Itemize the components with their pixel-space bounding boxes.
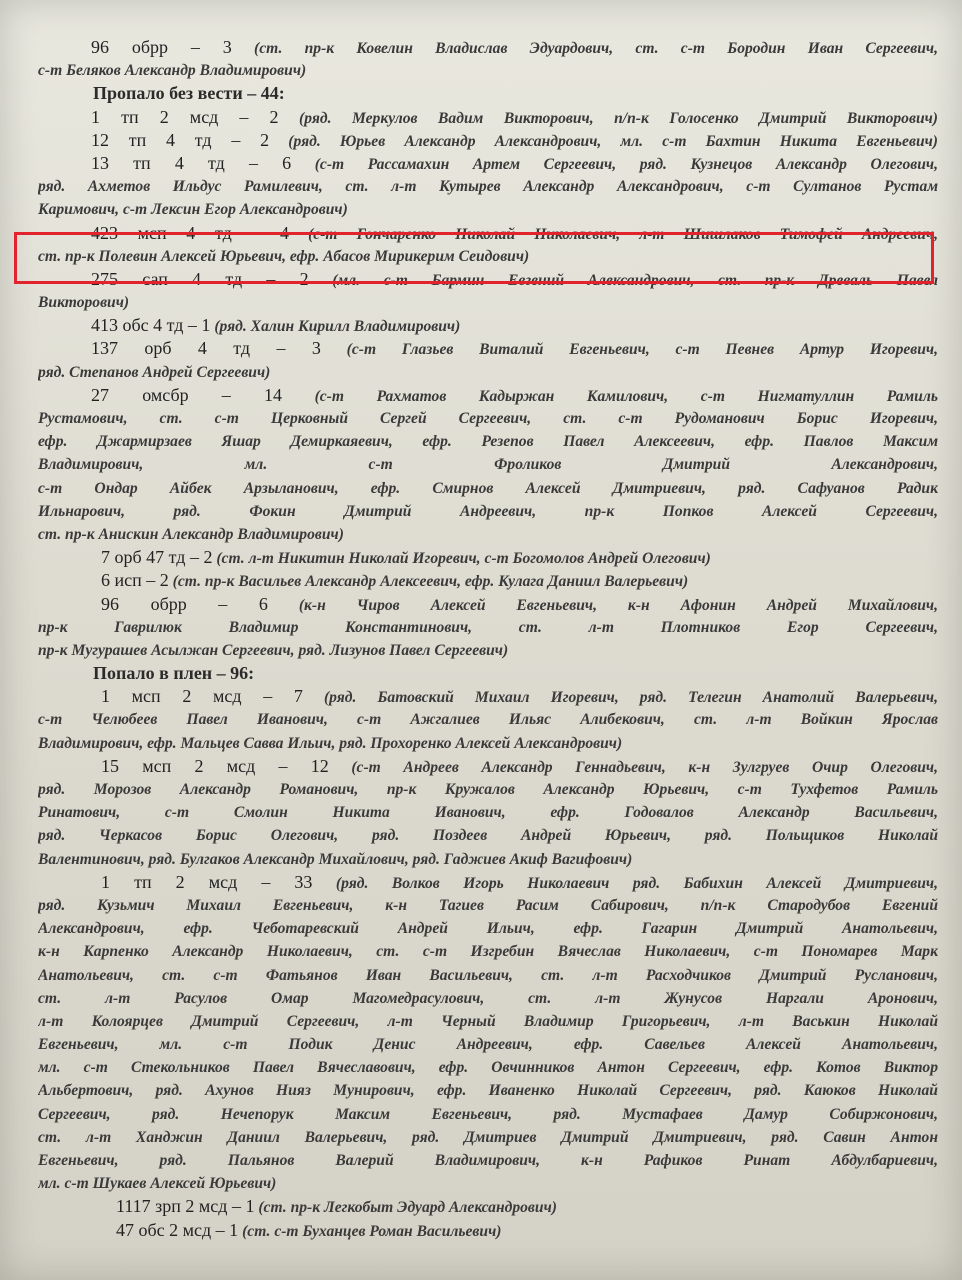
text-line [38, 59, 938, 82]
text-line [38, 1010, 938, 1033]
text-line [38, 1103, 938, 1126]
unit-label: 1 мсп 2 мсд – 7 [101, 686, 303, 707]
unit-label: 96 обрр – 3 [91, 37, 232, 57]
names-text: (ст. с-т Буханцев Роман Васильевич) [238, 1222, 502, 1240]
names-text: (ст. л-т Никитин Николай Игоревич, с-т Богомолов Андрей Олегович) [212, 550, 711, 568]
unit-label: 423 мсп 4 тд – 4 [91, 222, 290, 243]
names-text: (ст. пр-к Ковелин Владислав Эдуардович, ст. с-т Бородин Иван Сергеевич, [231, 40, 938, 57]
names-text: Владимирович, ефр. Мальцев Савва Ильич, ряд. Прохоренко Алексей Александрович) [38, 734, 623, 752]
text-line [38, 639, 938, 662]
names-text: Анатольевич, ст. с-т Фатьянов Иван Васильевич, ст. л-т Расходчиков Дмитрий Русланович, [38, 966, 938, 984]
text-line [38, 245, 938, 268]
unit-label: 27 омсбр – 14 [91, 384, 282, 405]
text-line [38, 1172, 938, 1195]
section-heading: Попало в плен – 96: [93, 663, 255, 684]
names-text: мл. с-т Стекольников Павел Вячеславович, ефр. Овчинников Антон Сергеевич, ефр. Котов Виктор [38, 1059, 938, 1077]
names-text: ст. л-т Расулов Омар Магомедрасулович, ст. л-т Жунусов Наргали Аронович, [38, 989, 938, 1007]
text-line [38, 616, 938, 639]
names-text: ряд. Степанов Андрей Сергеевич) [38, 363, 271, 381]
text-line [38, 314, 938, 337]
text-line [38, 708, 938, 731]
unit-label: 15 мсп 2 мсд – 12 [101, 755, 329, 776]
names-text: Викторович) [38, 294, 130, 312]
names-text: к-н Карпенко Александр Николаевич, ст. с-т Изгребин Вячеслав Николаевич, с-т Пономарев Марк [38, 943, 938, 961]
names-text: (ст. пр-к Легкобыт Эдуард Александрович) [254, 1199, 557, 1217]
text-line [38, 291, 938, 314]
unit-label: 413 обс 4 тд – 1 [91, 315, 211, 336]
names-text: (ряд. Батовский Михаил Игоревич, ряд. Телегин Анатолий Валерьевич, [302, 689, 938, 707]
names-text: Ильнарович, ряд. Фокин Дмитрий Андреевич, пр-к Попков Алексей Сергеевич, [38, 502, 938, 520]
names-text: л-т Колоярцев Дмитрий Сергеевич, л-т Черный Владимир Григорьевич, л-т Васькин Николай [38, 1012, 938, 1030]
names-text: Евгеньевич, мл. с-т Подик Денис Андреевич, ефр. Савельев Алексей Анатольевич, [38, 1036, 938, 1054]
names-text: (с-т Рахматов Кадыржан Камилович, с-т Нигматуллин Рамиль [281, 387, 938, 405]
names-text: ст. пр-к Анискин Александр Владимирович) [38, 525, 344, 543]
text-line [38, 500, 938, 523]
names-text: (ст. пр-к Васильев Александр Алексеевич, ефр. Кулага Даниил Валерьевич) [168, 573, 689, 591]
text-line [38, 1079, 938, 1102]
names-text: ряд. Кузьмич Михаил Евгеньевич, к-н Тагиев Расим Сабирович, п/п-к Стародубов Евгений [38, 896, 938, 914]
names-text: Альбертович, ряд. Ахунов Нияз Мунирович, ефр. Иваненко Николай Сергеевич, ряд. Каюков Николай [38, 1082, 938, 1100]
text-line [38, 732, 938, 755]
names-text: Евгеньевич, ряд. Пальянов Валерий Владимирович, к-н Рафиков Ринат Абдулбариевич, [38, 1152, 938, 1169]
unit-label: 1117 зрп 2 мсд – 1 [116, 1196, 255, 1217]
names-text: (с-т Рассамахин Артем Сергеевич, ряд. Кузнецов Александр Олегович, [291, 155, 938, 173]
names-text: (к-н Чиров Алексей Евгеньевич, к-н Афонин Андрей Михайлович, [267, 596, 938, 614]
unit-label: 47 обс 2 мсд – 1 [116, 1219, 239, 1240]
text-line [38, 1033, 938, 1056]
names-text: ряд. Морозов Александр Романович, пр-к Кружалов Александр Юрьевич, с-т Тухфетов Рамиль [38, 781, 938, 798]
text-line [38, 1195, 938, 1218]
text-line [38, 593, 938, 616]
text-line [38, 824, 938, 847]
names-text: Сергеевич, ряд. Нечепорук Максим Евгеньевич, ряд. Мустафаев Дамур Собиржонович, [38, 1105, 938, 1123]
names-text: (мл. с-т Бармин Евгений Александрович, ст. пр-к Древаль Павел [308, 271, 938, 289]
unit-label: 12 тп 4 тд – 2 [91, 129, 270, 150]
text-line [38, 361, 938, 384]
unit-label: 6 исп – 2 [101, 570, 169, 591]
unit-label: 7 орб 47 тд – 2 [101, 547, 213, 568]
names-text: Рустамович, ст. с-т Церковный Сергей Сергеевич, ст. с-т Рудоманович Борис Игоревич, [38, 410, 938, 427]
text-line [38, 36, 938, 59]
text-line [38, 917, 938, 940]
text-line [38, 569, 938, 592]
text-line [38, 685, 938, 708]
names-text: (с-т Андреев Александр Геннадьевич, к-н Зулгруев Очир Олегович, [328, 758, 938, 776]
document-body [38, 36, 938, 1242]
names-text: ст. л-т Ханджин Даниил Валерьевич, ряд. Дмитриев Дмитрий Дмитриевич, ряд. Савин Антон [38, 1128, 938, 1146]
text-line [38, 222, 938, 245]
text-line [38, 801, 938, 824]
text-line [38, 175, 938, 198]
text-line [38, 430, 938, 453]
text-line [38, 337, 938, 360]
names-text: ефр. Джармирзаев Яшар Демиркаяевич, ефр. Резепов Павел Алексеевич, ефр. Павлов Максим [38, 433, 938, 451]
text-line [38, 964, 938, 987]
names-text: (с-т Гончаренко Николай Николаевич, л-т Шишлаков Тимофей Андреевич, [289, 225, 938, 243]
names-text: Владимирович, мл. с-т Фроликов Дмитрий Александрович, [38, 456, 938, 474]
names-text: ряд. Ахметов Ильдус Рамилевич, ст. л-т Кутырев Александр Александрович, с-т Султанов Рустам [38, 178, 938, 196]
text-line [38, 755, 938, 778]
text-line [38, 198, 938, 221]
text-line [38, 1219, 938, 1242]
names-text: Валентинович, ряд. Булгаков Александр Михайлович, ряд. Гаджиев Акиф Вагифович) [38, 850, 633, 868]
text-line [38, 523, 938, 546]
names-text: (ряд. Меркулов Вадим Викторович, п/п-к Голосенко Дмитрий Викторович) [278, 109, 938, 127]
text-line [38, 106, 938, 129]
names-text: пр-к Гаврилюк Владимир Константинович, ст. л-т Плотников Егор Сергеевич, [38, 618, 938, 636]
unit-label: 96 обрр – 6 [101, 593, 268, 614]
text-line [38, 1149, 938, 1172]
names-text: с-т Челюбеев Павел Иванович, с-т Ажгалиев Ильяс Алибекович, ст. л-т Войкин Ярослав [38, 711, 938, 729]
names-text: (с-т Глазьев Виталий Евгеньевич, с-т Певнев Артур Игоревич, [320, 341, 938, 359]
text-line [38, 871, 938, 894]
unit-label: 137 орб 4 тд – 3 [91, 338, 321, 359]
names-text: Каримович, с-т Лексин Егор Александрович) [38, 201, 348, 219]
names-text: с-т Ондар Айбек Арзыланович, ефр. Смирнов Алексей Дмитриевич, ряд. Сафуанов Радик [38, 479, 938, 497]
text-line [38, 129, 938, 152]
unit-label: 275 сап 4 тд – 2 [91, 268, 309, 289]
names-text: пр-к Мугурашев Асылжан Сергеевич, ряд. Лизунов Павел Сергеевич) [38, 641, 509, 659]
names-text: ст. пр-к Полевин Алексей Юрьевич, ефр. Абасов Мирикерим Сеидович) [38, 247, 530, 265]
names-text: (ряд. Юрьев Александр Александрович, мл. с-т Бахтин Никита Евгеньевич) [269, 132, 938, 150]
text-line [38, 940, 938, 963]
text-line [38, 848, 938, 871]
text-line [38, 453, 938, 476]
names-text: с-т Беляков Александр Владимирович) [38, 62, 307, 80]
names-text: (ряд. Волков Игорь Николаевич ряд. Бабихин Алексей Дмитриевич, [312, 874, 938, 892]
text-line [38, 1056, 938, 1079]
text-line [38, 268, 938, 291]
text-line [38, 407, 938, 430]
unit-label: 1 тп 2 мсд – 2 [91, 106, 279, 127]
section-heading: Пропало без вести – 44: [93, 83, 285, 104]
text-line [38, 546, 938, 569]
text-line [38, 152, 938, 175]
unit-label: 13 тп 4 тд – 6 [91, 152, 292, 173]
names-text: Александрович, ефр. Чеботаревский Андрей Ильич, ефр. Гагарин Дмитрий Анатольевич, [38, 920, 938, 938]
names-text: ряд. Черкасов Борис Олегович, ряд. Поздеев Андрей Юрьевич, ряд. Польщиков Николай [38, 827, 938, 845]
names-text: Ринатович, с-т Смолин Никита Иванович, ефр. Годовалов Александр Васильевич, [38, 804, 938, 822]
text-line [38, 894, 938, 917]
names-text: (ряд. Халин Кирилл Владимирович) [210, 318, 461, 336]
text-line [38, 384, 938, 407]
text-line [38, 1126, 938, 1149]
names-text: мл. с-т Шукаев Алексей Юрьевич) [38, 1175, 277, 1193]
text-line [38, 477, 938, 500]
text-line [38, 987, 938, 1010]
unit-label: 1 тп 2 мсд – 33 [101, 871, 313, 892]
text-line [38, 778, 938, 801]
